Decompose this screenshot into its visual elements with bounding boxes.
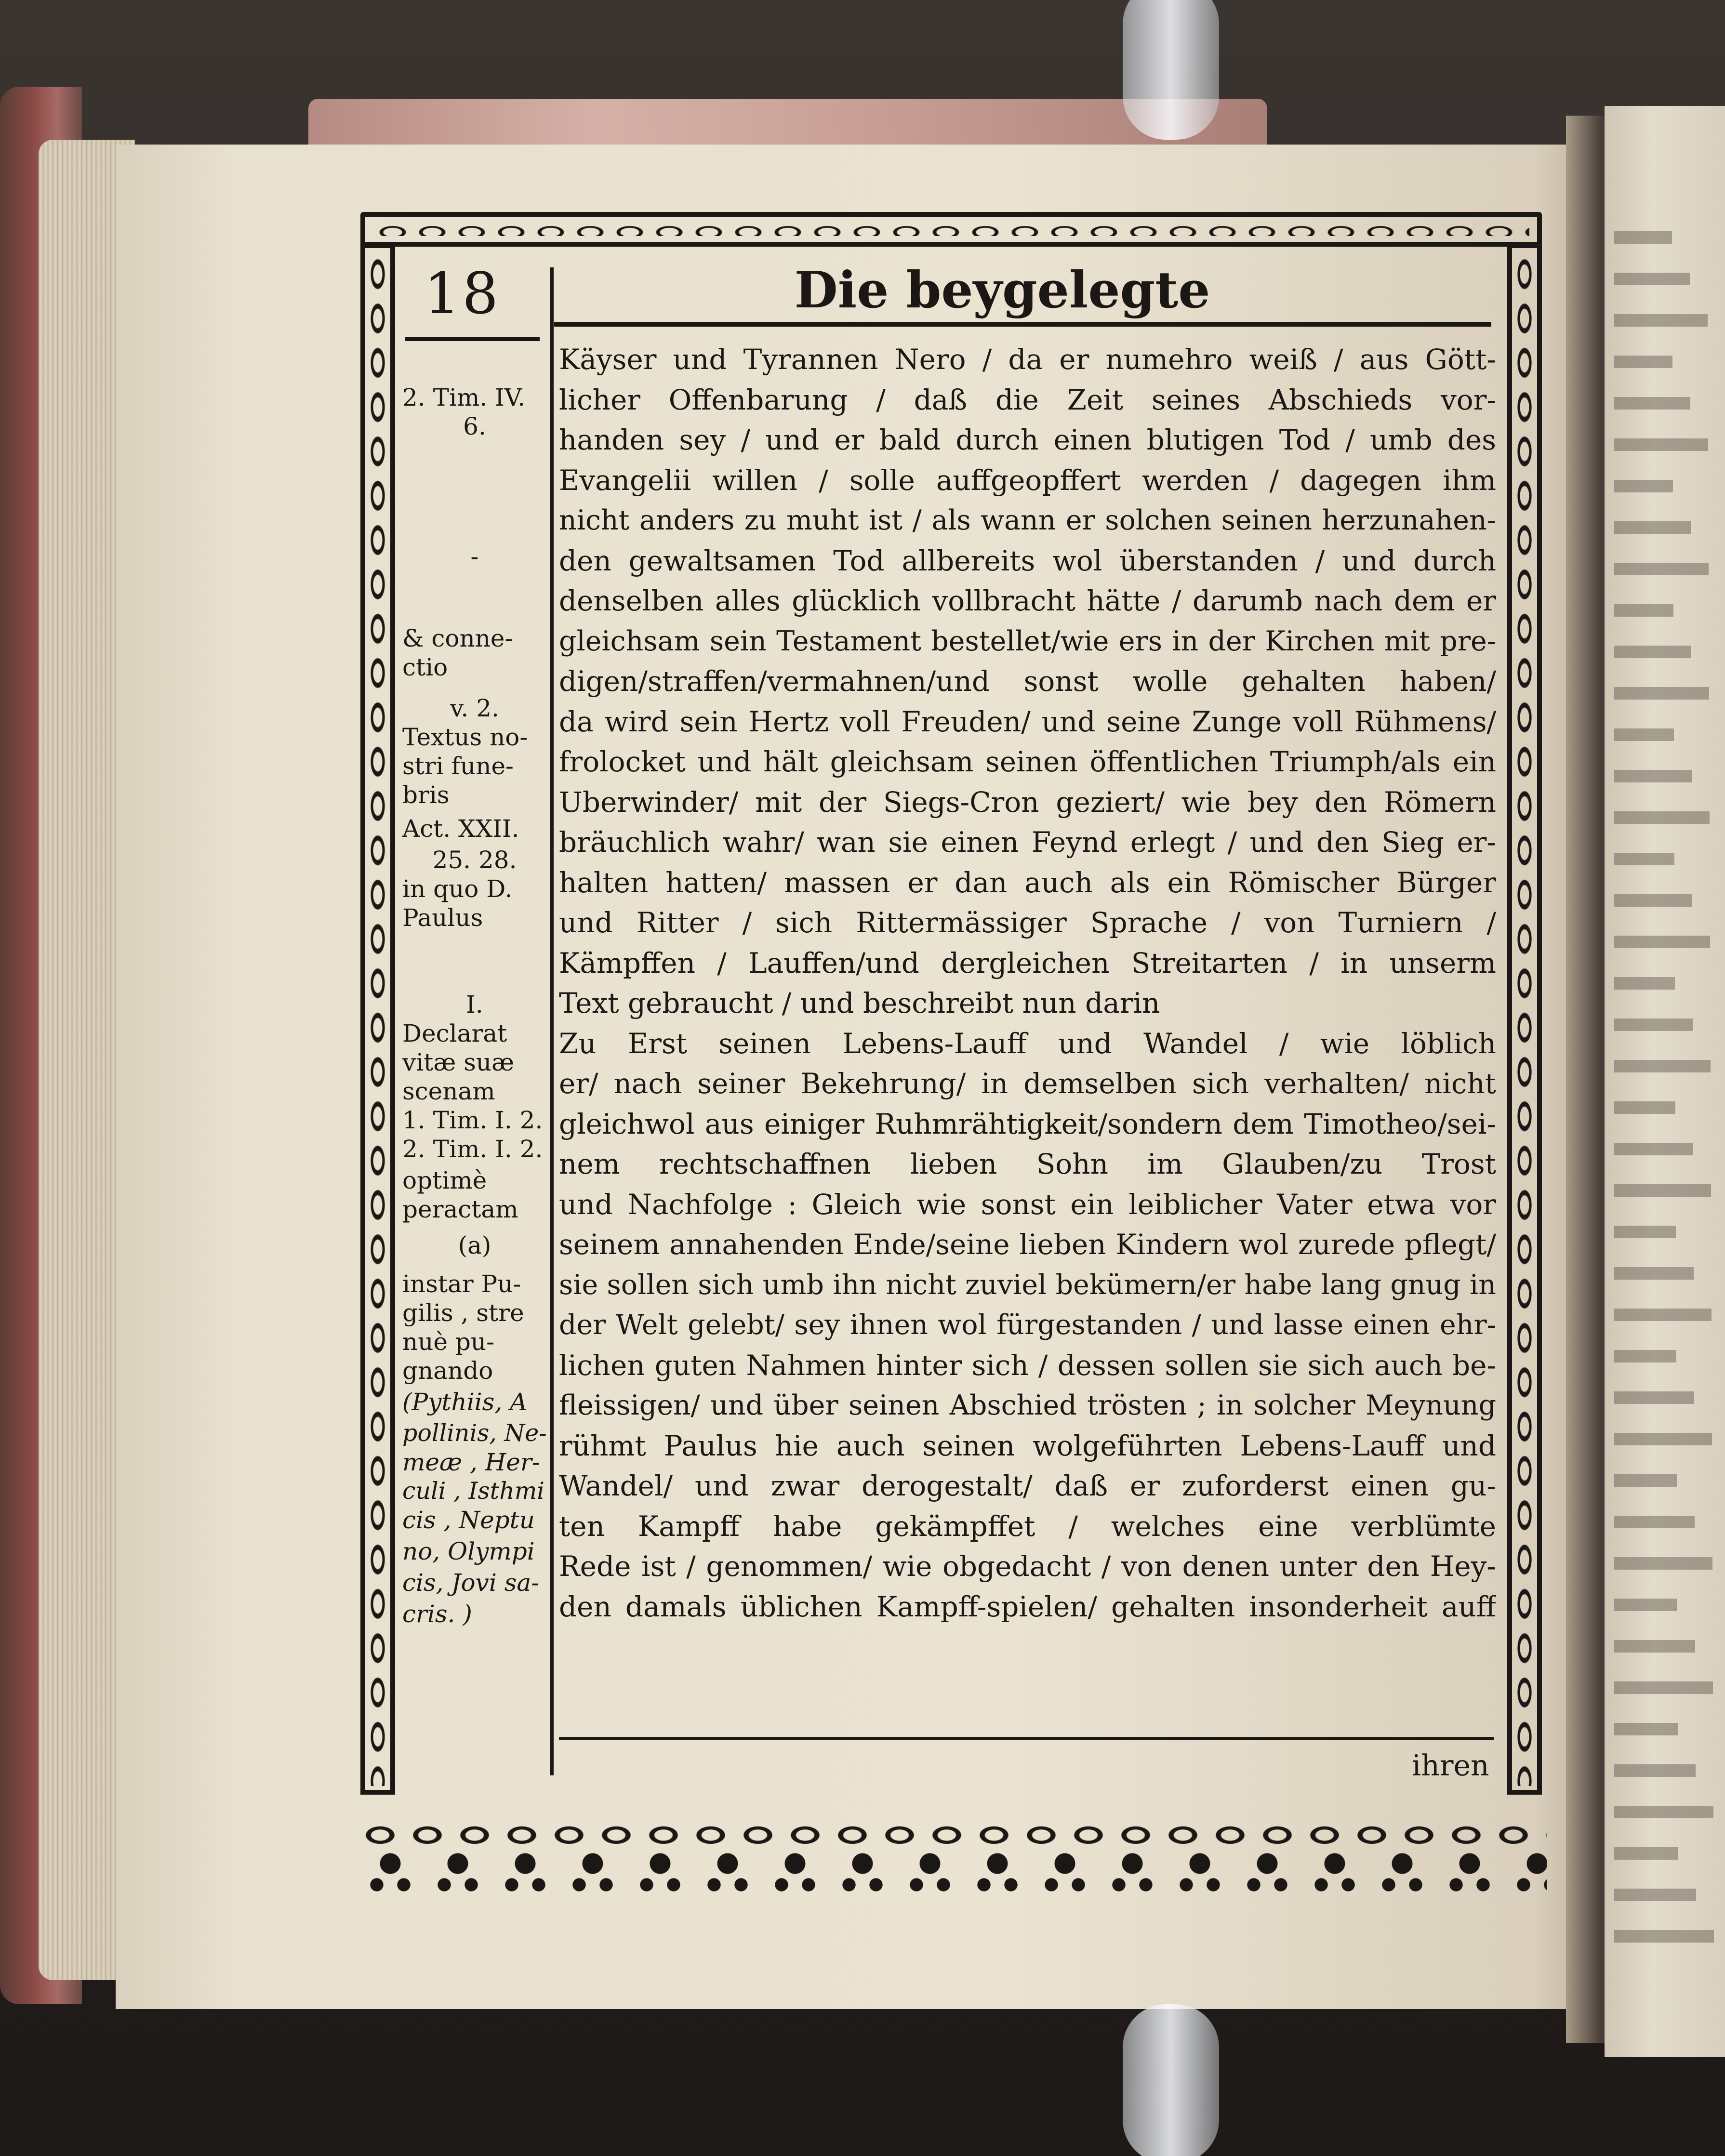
facing-page-text-fragment	[1614, 521, 1691, 534]
facing-page-text-fragment	[1614, 977, 1675, 990]
facing-page-text-fragment	[1614, 397, 1690, 410]
margin-note: Paulus	[402, 904, 483, 932]
facing-page-text-fragment	[1614, 438, 1708, 451]
margin-note: I.	[466, 991, 483, 1018]
body-text	[559, 340, 1496, 1627]
book-clip-top	[1123, 0, 1219, 140]
facing-page-text-fragment	[1614, 1184, 1711, 1197]
top-border-ornament	[360, 212, 1542, 247]
facing-page-text-fragment	[1614, 1309, 1712, 1321]
facing-page-text-fragment	[1614, 231, 1672, 244]
margin-note: peractam	[402, 1195, 518, 1223]
margin-note: ctio	[402, 653, 448, 681]
body-line: rühmt Paulus hie auch seinen wolgeführten Lebens-Lauff und	[559, 1429, 1496, 1462]
body-line: licher Offenbarung / daß die Zeit seines Abschieds vor-	[559, 383, 1496, 416]
body-line: den damals üblichen Kampff-spielen/ gehalten insonderheit auff	[559, 1590, 1496, 1623]
body-line: seinem annahenden Ende/seine lieben Kindern wol zurede pflegt/	[559, 1228, 1496, 1261]
body-line: da wird sein Hertz voll Freuden/ und seine Zunge voll Rühmens/	[559, 705, 1496, 738]
body-line: Uberwinder/ mit der Siegs-Cron geziert/ wie bey den Römern	[559, 785, 1496, 819]
margin-note: vitæ suæ	[402, 1048, 515, 1076]
facing-page-text-fragment	[1614, 1101, 1675, 1114]
facing-page-text-fragment	[1614, 1433, 1712, 1445]
facing-page-text-fragment	[1614, 1930, 1714, 1943]
margin-note: 6.	[463, 412, 486, 440]
running-head: Die beygelegte	[794, 260, 1210, 319]
margin-note: 2. Tim. IV.	[402, 384, 526, 411]
margin-header-rule	[405, 337, 540, 341]
facing-page-text-fragment	[1614, 1889, 1696, 1901]
catchword: ihren	[1412, 1749, 1489, 1783]
margin-note: scenam	[402, 1077, 495, 1105]
facing-page-text-fragment	[1614, 563, 1709, 575]
body-line: frolocket und hält gleichsam seinen öffentlichen Triumph/als ein	[559, 745, 1496, 778]
margin-note: optimè	[402, 1166, 487, 1194]
margin-note: Act. XXII.	[402, 815, 519, 843]
body-line: und Ritter / sich Rittermässiger Sprache / von Turniern /	[559, 906, 1496, 939]
margin-note: cris. )	[402, 1600, 472, 1628]
body-line: halten hatten/ massen er dan auch als ein Römischer Bürger	[559, 866, 1496, 899]
facing-page-text-fragment	[1614, 1226, 1676, 1238]
margin-note: -	[470, 542, 479, 570]
margin-note: bris	[402, 781, 450, 809]
facing-page-text-fragment	[1614, 604, 1673, 617]
body-line: Kämpffen / Lauffen/und dergleichen Streitarten / in unserm	[559, 946, 1496, 979]
margin-note: stri fune-	[402, 752, 514, 780]
body-line: er/ nach seiner Bekehrung/ in demselben sich verhalten/ nicht	[559, 1067, 1496, 1100]
fleuron-band	[357, 1848, 1547, 1901]
body-line: Wandel/ und zwar derogestalt/ daß er zuforderst einen gu-	[559, 1469, 1496, 1502]
margin-note: gnando	[402, 1357, 493, 1385]
footer-rule	[559, 1737, 1494, 1740]
margin-note: v. 2.	[450, 694, 499, 722]
body-line: den gewaltsamen Tod allbereits wol überstanden / und durch	[559, 544, 1496, 577]
body-line: gleichwol aus einiger Ruhmrähtigkeit/sondern dem Timotheo/sei-	[559, 1107, 1496, 1140]
facing-page-text-fragment	[1614, 480, 1673, 492]
body-line: digen/straffen/vermahnen/und sonst wolle gehalten haben/	[559, 665, 1496, 698]
body-line: Evangelii willen / solle auffgeopffert werden / dagegen ihm	[559, 463, 1496, 497]
facing-page-text-fragment	[1614, 1599, 1677, 1611]
body-line: Rede ist / genommen/ wie obgedacht / von denen unter den Hey-	[559, 1550, 1496, 1583]
facing-page-text-fragment	[1614, 1143, 1693, 1155]
facing-page-text-fragment	[1614, 1391, 1694, 1404]
facing-page-text-fragment	[1614, 936, 1710, 948]
facing-page-text-fragment	[1614, 1018, 1693, 1031]
margin-note: no, Olympi	[402, 1537, 535, 1565]
facing-page-text-fragment	[1614, 1764, 1696, 1777]
margin-note: pollinis, Ne-	[402, 1419, 547, 1447]
facing-page-text-fragment	[1614, 1681, 1713, 1694]
body-line: Käyser und Tyrannen Nero / da er numehro weiß / aus Gött-	[559, 343, 1496, 376]
column-divider	[550, 267, 554, 1775]
facing-page-text-fragment	[1614, 1060, 1711, 1072]
body-line: und Nachfolge : Gleich wie sonst ein leiblicher Vater etwa vor	[559, 1188, 1496, 1221]
body-line: Text gebraucht / und beschreibt nun darin	[559, 987, 1160, 1019]
page-number: 18	[424, 260, 501, 327]
margin-note: cis , Neptu	[402, 1506, 535, 1534]
body-line: Zu Erst seinen Lebens-Lauff und Wandel / wie löblich	[559, 1027, 1496, 1060]
left-border-ornament	[360, 243, 395, 1795]
body-line: denselben alles glücklich vollbracht hätte / darumb nach dem er	[559, 584, 1496, 617]
facing-page-text-fragment	[1614, 356, 1672, 368]
margin-note: (a)	[458, 1231, 491, 1259]
margin-note: nuè pu-	[402, 1328, 494, 1356]
facing-page-text-fragment	[1614, 1723, 1678, 1735]
body-line: sie sollen sich umb ihn nicht zuviel bekümern/er habe lang gnug in	[559, 1269, 1496, 1301]
facing-page-text-fragment	[1614, 1557, 1712, 1570]
facing-page-text-fragment	[1614, 1847, 1678, 1860]
margin-note: 25. 28.	[432, 846, 517, 874]
facing-page-text-fragment	[1614, 811, 1710, 824]
header-rule	[554, 322, 1491, 327]
facing-page-text-fragment	[1614, 728, 1674, 741]
body-line: handen sey / und er bald durch einen blutigen Tod / umb des	[559, 423, 1496, 456]
margin-note: culi , Isthmi	[402, 1477, 544, 1505]
margin-note: cis, Jovi sa-	[402, 1569, 540, 1597]
body-line: bräuchlich wahr/ wan sie einen Feynd erlegt / und den Sieg er-	[559, 826, 1496, 859]
facing-page-text-fragment	[1614, 646, 1691, 658]
margin-note: instar Pu-	[402, 1270, 521, 1298]
facing-page-text-fragment	[1614, 894, 1692, 907]
facing-page-text-fragment	[1614, 1516, 1695, 1528]
margin-note: Declarat	[402, 1019, 507, 1047]
body-line: nicht anders zu muht ist / als wann er solchen seinen herzunahen-	[559, 504, 1496, 536]
body-line: der Welt gelebt/ sey ihnen wol fürgestanden / und lasse einen ehr-	[559, 1309, 1496, 1341]
margin-note: meæ , Her-	[402, 1448, 540, 1476]
facing-page-text-fragment	[1614, 1806, 1713, 1818]
facing-page-text-fragment	[1614, 1267, 1694, 1280]
margin-note: Textus no-	[402, 723, 528, 751]
facing-page-text-fragment	[1614, 273, 1690, 285]
facing-page-text-fragment	[1614, 853, 1674, 865]
facing-page-text-fragment	[1614, 1474, 1677, 1487]
margin-note: in quo D.	[402, 875, 513, 903]
body-line: fleissigen/ und über seinen Abschied trösten ; in solcher Meynung	[559, 1389, 1496, 1421]
margin-note: 1. Tim. I. 2.	[402, 1106, 543, 1134]
body-line: lichen guten Nahmen hinter sich / dessen sollen sie sich auch be-	[559, 1349, 1496, 1382]
margin-note: 2. Tim. I. 2.	[402, 1135, 543, 1163]
facing-page-text-fragment	[1614, 687, 1709, 700]
facing-page-text-fragment	[1614, 314, 1708, 327]
body-line: nem rechtschaffnen lieben Sohn im Glauben/zu Trost	[559, 1148, 1496, 1180]
bottom-border-ornament	[357, 1812, 1547, 1845]
facing-page-text-fragment	[1614, 1640, 1695, 1653]
margin-note: & conne-	[402, 624, 513, 652]
facing-page-text-fragment	[1614, 770, 1692, 782]
body-line: gleichsam sein Testament bestellet/wie ers in der Kirchen mit pre-	[559, 625, 1496, 657]
book-clip-bottom	[1123, 2004, 1219, 2156]
right-page-partial	[1605, 106, 1725, 2057]
margin-note: (Pythiis, A	[402, 1388, 528, 1416]
margin-note: gilis , stre	[402, 1299, 524, 1327]
facing-page-text-fragment	[1614, 1350, 1676, 1362]
body-line: ten Kampff habe gekämpffet / welches eine verblümte	[559, 1509, 1496, 1543]
right-border-ornament	[1507, 243, 1542, 1795]
